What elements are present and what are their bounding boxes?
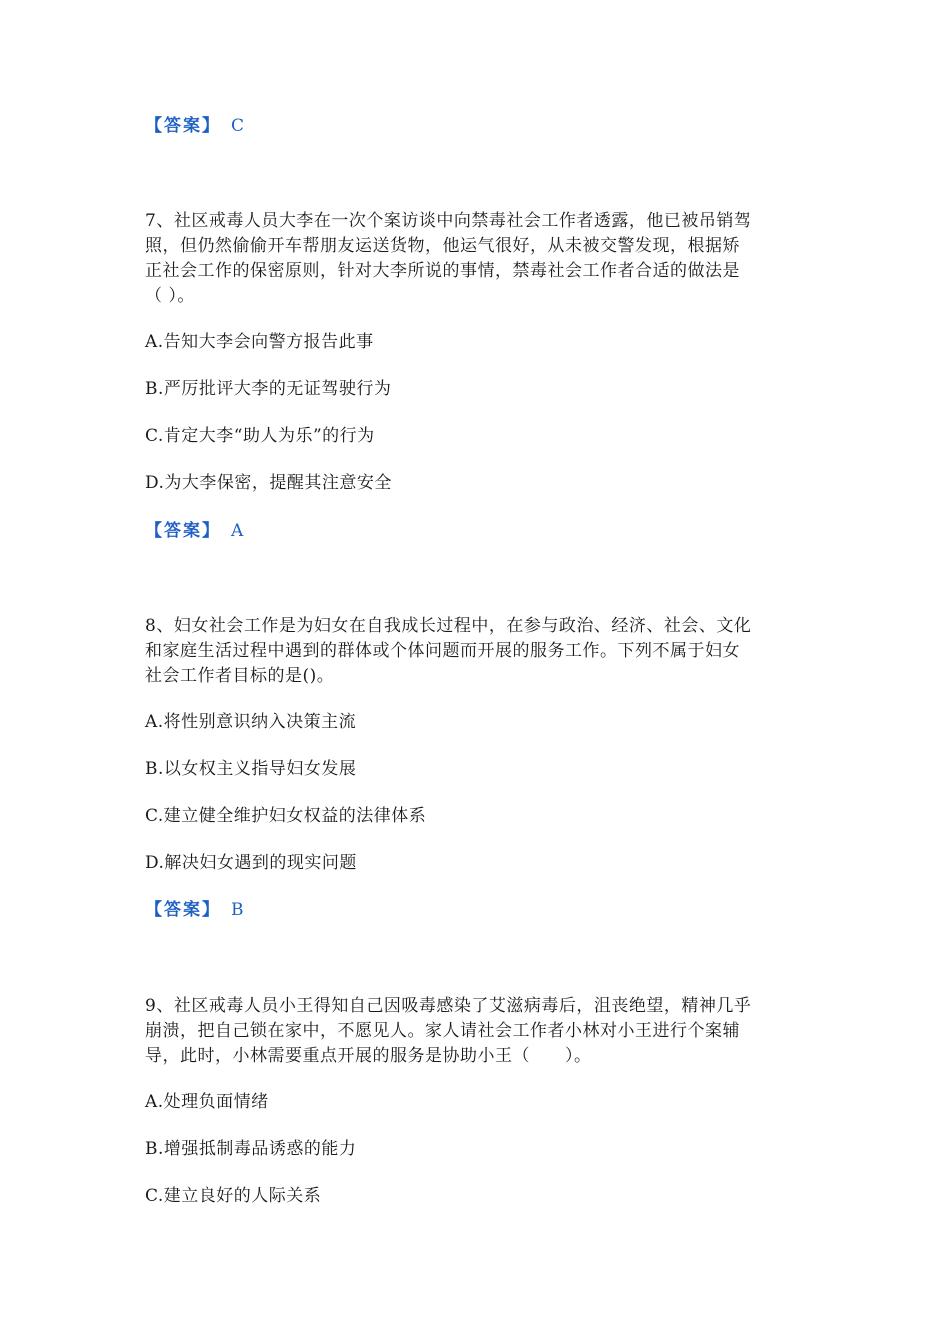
answer-tag: 【答案】 — [145, 116, 221, 136]
option-b: B.以女权主义指导妇女发展 — [145, 759, 357, 779]
question-stem-line: 照，但仍然偷偷开车帮朋友运送货物，他运气很好，从未被交警发现，根据矫 — [145, 236, 740, 256]
answer-value: B — [231, 900, 244, 920]
option-a: A.处理负面情绪 — [145, 1092, 269, 1112]
q6-answer-line — [145, 114, 245, 138]
question-stem-line: 7、社区戒毒人员大李在一次个案访谈中向禁毒社会工作者透露，他已被吊销驾 — [145, 211, 752, 231]
question-stem-line: 和家庭生活过程中遇到的群体或个体问题而开展的服务工作。下列不属于妇女 — [145, 641, 740, 661]
answer-value: A — [231, 521, 244, 541]
question-stem-line: 8、妇女社会工作是为妇女在自我成长过程中，在参与政治、经济、社会、文化 — [145, 616, 752, 636]
question-stem-line: 导，此时，小林需要重点开展的服务是协助小王（ ）。 — [145, 1046, 592, 1066]
option-a: A.告知大李会向警方报告此事 — [145, 332, 374, 352]
answer-value: C — [231, 116, 245, 136]
answer-tag: 【答案】 — [145, 521, 221, 541]
option-d: D.为大李保密，提醒其注意安全 — [145, 473, 392, 493]
question-stem-line: 9、社区戒毒人员小王得知自己因吸毒感染了艾滋病毒后，沮丧绝望，精神几乎 — [145, 996, 752, 1016]
question-stem-line: 崩溃，把自己锁在家中，不愿见人。家人请社会工作者小林对小王进行个案辅 — [145, 1021, 740, 1041]
question-stem-line: （ ）。 — [145, 286, 195, 306]
option-a: A.将性别意识纳入决策主流 — [145, 712, 357, 732]
option-c: C.建立健全维护妇女权益的法律体系 — [145, 806, 427, 826]
option-d: D.解决妇女遇到的现实问题 — [145, 853, 357, 873]
question-stem-line: 社会工作者目标的是()。 — [145, 666, 335, 686]
option-b: B.严厉批评大李的无证驾驶行为 — [145, 379, 392, 399]
answer-tag: 【答案】 — [145, 900, 221, 920]
option-c: C.肯定大李“助人为乐”的行为 — [145, 426, 375, 446]
option-c: C.建立良好的人际关系 — [145, 1186, 322, 1206]
q7-answer-line — [145, 519, 244, 543]
q8-answer-line — [145, 898, 244, 922]
option-b: B.增强抵制毒品诱惑的能力 — [145, 1139, 357, 1159]
question-stem-line: 正社会工作的保密原则，针对大李所说的事情，禁毒社会工作者合适的做法是 — [145, 261, 740, 281]
